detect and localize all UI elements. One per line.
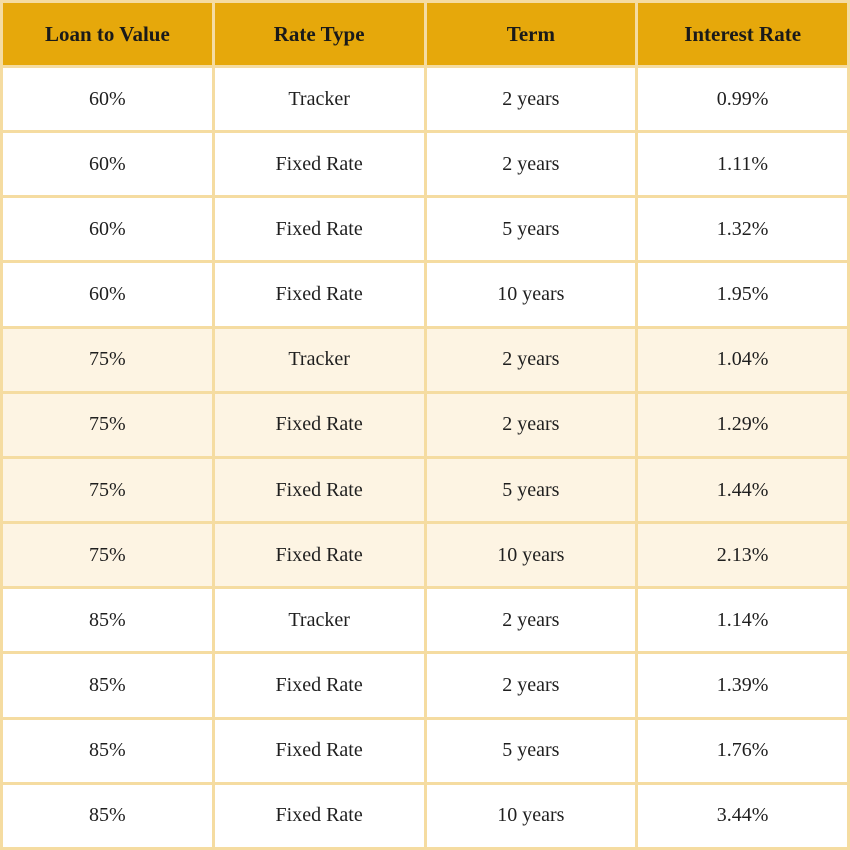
cell-rate-type: Tracker — [213, 327, 425, 392]
cell-rate-type: Fixed Rate — [213, 132, 425, 197]
cell-loan-to-value: 85% — [2, 783, 214, 848]
cell-loan-to-value: 75% — [2, 457, 214, 522]
cell-interest-rate: 1.39% — [637, 653, 849, 718]
cell-interest-rate: 3.44% — [637, 783, 849, 848]
cell-term: 5 years — [425, 718, 637, 783]
table-row — [2, 197, 849, 262]
column-header-interest-rate: Interest Rate — [637, 2, 849, 67]
cell-rate-type: Fixed Rate — [213, 392, 425, 457]
table-row — [2, 457, 849, 522]
table-row — [2, 718, 849, 783]
cell-interest-rate: 1.29% — [637, 392, 849, 457]
header-row — [2, 2, 849, 67]
cell-term: 2 years — [425, 327, 637, 392]
cell-rate-type: Fixed Rate — [213, 457, 425, 522]
cell-rate-type: Fixed Rate — [213, 262, 425, 327]
table-body — [2, 67, 849, 849]
cell-rate-type: Tracker — [213, 67, 425, 132]
cell-loan-to-value: 60% — [2, 67, 214, 132]
cell-term: 5 years — [425, 197, 637, 262]
cell-loan-to-value: 60% — [2, 262, 214, 327]
column-header-term: Term — [425, 2, 637, 67]
column-header-loan-to-value: Loan to Value — [2, 2, 214, 67]
cell-rate-type: Fixed Rate — [213, 523, 425, 588]
cell-interest-rate: 1.14% — [637, 588, 849, 653]
cell-interest-rate: 2.13% — [637, 523, 849, 588]
cell-loan-to-value: 75% — [2, 392, 214, 457]
cell-interest-rate: 1.95% — [637, 262, 849, 327]
cell-term: 10 years — [425, 783, 637, 848]
column-header-rate-type: Rate Type — [213, 2, 425, 67]
cell-rate-type: Fixed Rate — [213, 783, 425, 848]
table-row — [2, 67, 849, 132]
cell-term: 2 years — [425, 67, 637, 132]
table-row — [2, 588, 849, 653]
cell-interest-rate: 1.76% — [637, 718, 849, 783]
cell-term: 5 years — [425, 457, 637, 522]
cell-term: 10 years — [425, 523, 637, 588]
table-row — [2, 327, 849, 392]
cell-loan-to-value: 85% — [2, 718, 214, 783]
cell-loan-to-value: 60% — [2, 197, 214, 262]
cell-interest-rate: 1.44% — [637, 457, 849, 522]
cell-term: 2 years — [425, 392, 637, 457]
cell-loan-to-value: 75% — [2, 523, 214, 588]
cell-term: 2 years — [425, 653, 637, 718]
cell-interest-rate: 1.11% — [637, 132, 849, 197]
table-row — [2, 262, 849, 327]
table-row — [2, 523, 849, 588]
cell-loan-to-value: 75% — [2, 327, 214, 392]
table-row — [2, 392, 849, 457]
cell-loan-to-value: 85% — [2, 653, 214, 718]
table-header — [2, 2, 849, 67]
cell-rate-type: Fixed Rate — [213, 197, 425, 262]
cell-term: 2 years — [425, 588, 637, 653]
cell-loan-to-value: 85% — [2, 588, 214, 653]
cell-loan-to-value: 60% — [2, 132, 214, 197]
cell-interest-rate: 1.32% — [637, 197, 849, 262]
cell-term: 10 years — [425, 262, 637, 327]
cell-rate-type: Fixed Rate — [213, 653, 425, 718]
cell-interest-rate: 0.99% — [637, 67, 849, 132]
table-row — [2, 132, 849, 197]
cell-rate-type: Tracker — [213, 588, 425, 653]
cell-term: 2 years — [425, 132, 637, 197]
cell-interest-rate: 1.04% — [637, 327, 849, 392]
table-row — [2, 783, 849, 848]
table-row — [2, 653, 849, 718]
cell-rate-type: Fixed Rate — [213, 718, 425, 783]
